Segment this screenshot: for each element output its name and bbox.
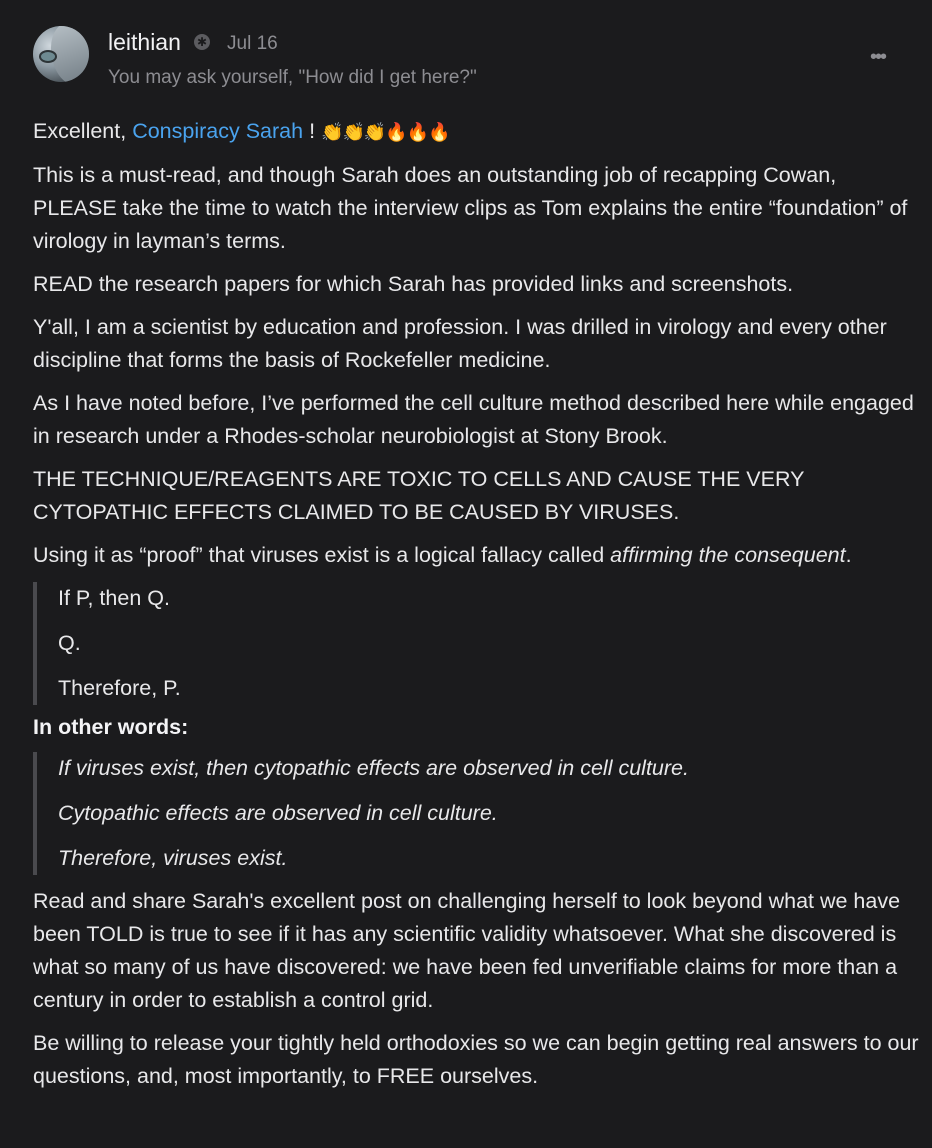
mention-link[interactable]: Conspiracy Sarah — [132, 119, 304, 143]
username[interactable]: leithian — [108, 29, 181, 55]
intro-line — [33, 115, 923, 149]
paragraph: Y'all, I am a scientist by education and profession. I was drilled in virology and every other discipline that forms the basis of Rockefeller medicine. — [33, 315, 887, 372]
subscriber-badge-icon: ✱ — [194, 34, 210, 50]
fallacy-paragraph — [33, 539, 923, 572]
more-options-icon[interactable]: ••• — [870, 46, 886, 68]
intro-suffix: ! — [309, 119, 316, 143]
fallacy-suffix: . — [845, 543, 852, 567]
comment-header — [33, 26, 913, 96]
fallacy-term: affirming the consequent — [610, 543, 846, 567]
paragraph: Read and share Sarah's excellent post on challenging herself to look beyond what we have been TOLD is true to see if it has any scientific validity whatsoever. What she discovered is what so many of us have discovered: we have been fed unverifiable claims for more than a century in order to establish a control grid. — [33, 889, 901, 1012]
quote-line: If P, then Q. — [58, 586, 170, 610]
post-date[interactable]: Jul 16 — [227, 33, 278, 54]
blockquote-example — [33, 752, 923, 875]
avatar-eye — [41, 52, 55, 61]
in-other-words-heading: In other words: — [33, 715, 189, 739]
fallacy-prefix: Using it as “proof” that viruses exist is a logical fallacy called — [33, 543, 611, 567]
quote-line: Therefore, P. — [58, 676, 181, 700]
paragraph: As I have noted before, I’ve performed the cell culture method described here while engaged in research under a Rhodes-scholar neurobiologist at Stony Brook. — [33, 391, 914, 448]
quote-line: Therefore, viruses exist. — [58, 846, 288, 870]
avatar-hair — [51, 26, 89, 82]
paragraph: THE TECHNIQUE/REAGENTS ARE TOXIC TO CELLS AND CAUSE THE VERY CYTOPATHIC EFFECTS CLAIMED TO BE CAUSED BY VIRUSES. — [33, 467, 805, 524]
quote-line: Cytopathic effects are observed in cell culture. — [58, 801, 498, 825]
avatar[interactable] — [33, 26, 89, 82]
quote-line: Q. — [58, 631, 81, 655]
paragraph: This is a must-read, and though Sarah does an outstanding job of recapping Cowan, PLEASE take the time to watch the interview clips as Tom explains the entire “foundation” of virology in layman’s terms. — [33, 163, 908, 253]
intro-prefix: Excellent, — [33, 119, 127, 143]
comment-body — [33, 115, 923, 1093]
user-bio: You may ask yourself, "How did I get here?" — [108, 67, 477, 88]
paragraph: Be willing to release your tightly held orthodoxies so we can begin getting real answers to our questions, and, most importantly, to FREE ourselves. — [33, 1031, 919, 1088]
paragraph: READ the research papers for which Sarah has provided links and screenshots. — [33, 272, 794, 296]
quote-line: If viruses exist, then cytopathic effects are observed in cell culture. — [58, 756, 689, 780]
blockquote-logic — [33, 582, 923, 705]
emoji-reactions: 👏👏👏🔥🔥🔥 — [321, 122, 450, 142]
